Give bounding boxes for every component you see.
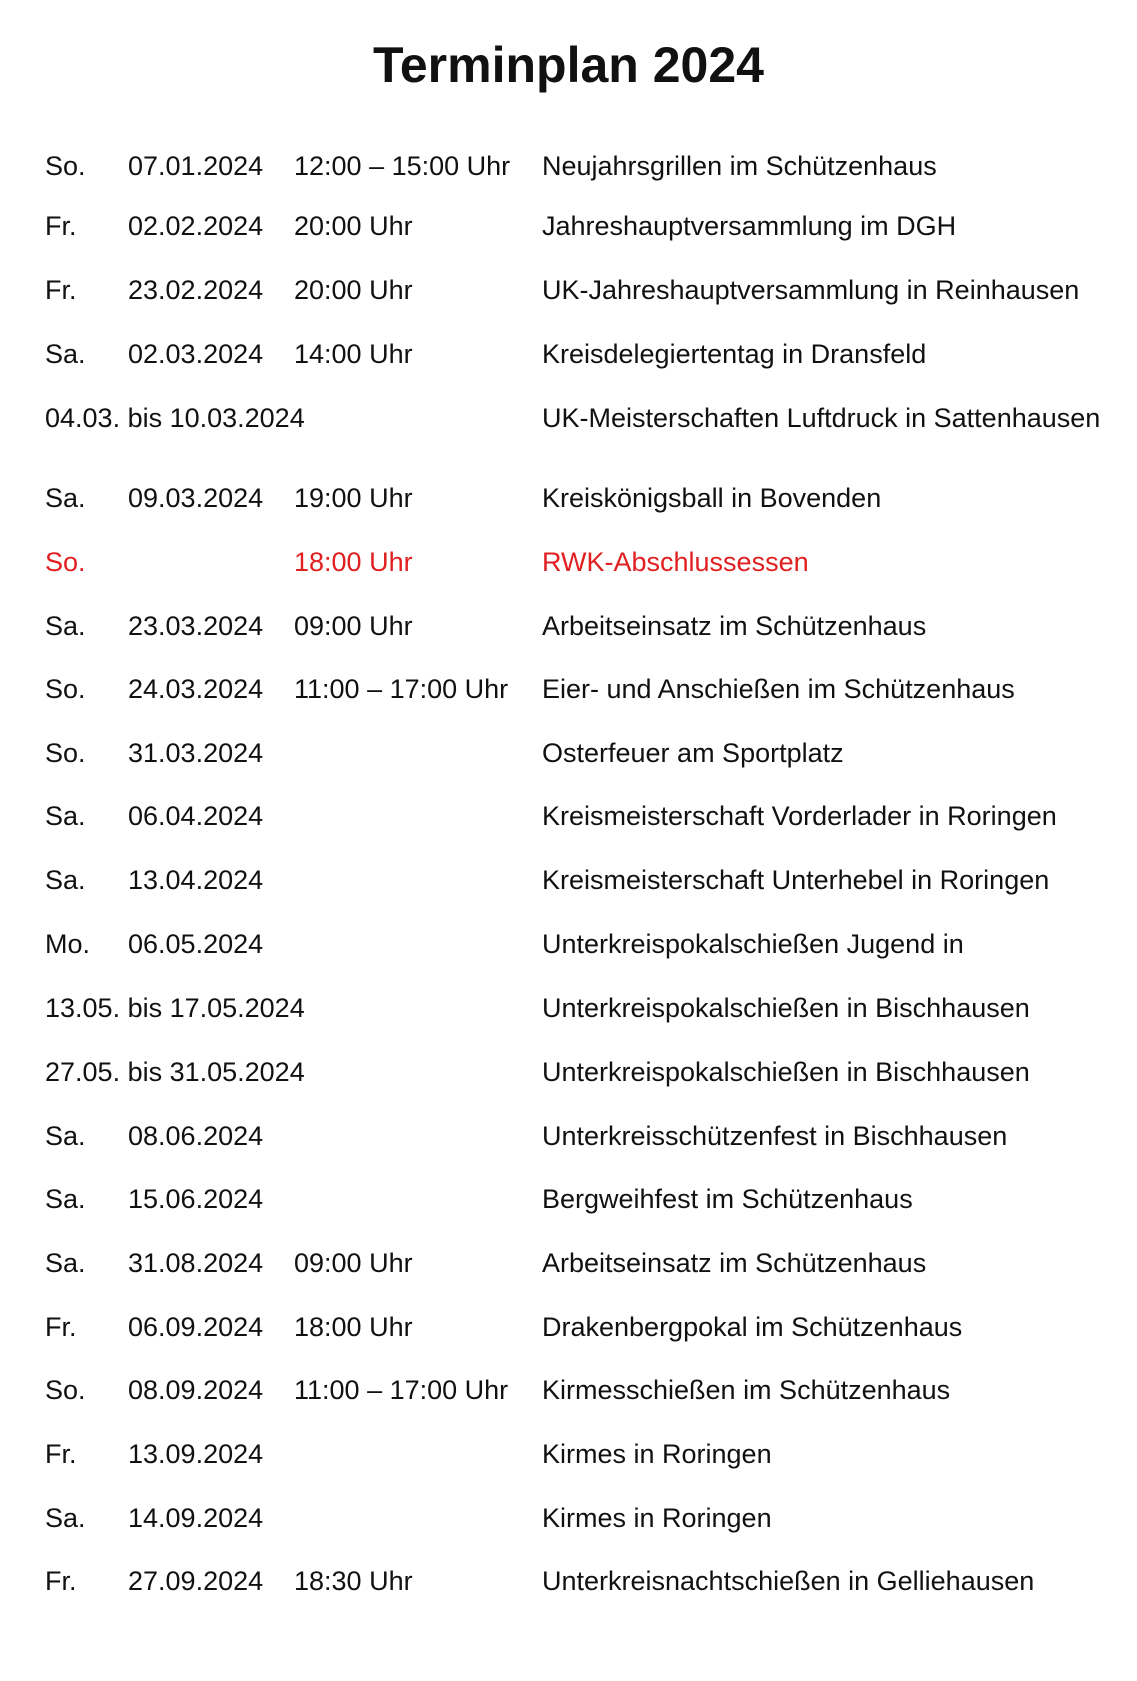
event-date: 31.08.2024	[128, 1248, 264, 1278]
event-day: Fr.	[45, 275, 77, 305]
event-date: 09.03.2024	[128, 483, 264, 513]
event-description: Kreismeisterschaft Unterhebel in Roringen	[542, 865, 1050, 895]
event-day: Sa.	[45, 1121, 86, 1151]
event-time: 09:00 Uhr	[294, 611, 413, 641]
event-date: 13.09.2024	[128, 1439, 264, 1469]
event-day: Sa.	[45, 339, 86, 369]
event-description: Neujahrsgrillen im Schützenhaus	[542, 151, 937, 181]
event-day: So.	[45, 738, 86, 768]
event-description: Unterkreisnachtschießen in Gelliehausen	[542, 1566, 1035, 1596]
page-title: Terminplan 2024	[373, 37, 764, 93]
event-description: Kreismeisterschaft Vorderlader in Roringen	[542, 801, 1057, 831]
event-date: 06.04.2024	[128, 801, 264, 831]
event-time: 18:30 Uhr	[294, 1566, 413, 1596]
event-date: 02.02.2024	[128, 211, 264, 241]
event-date-range: 04.03. bis 10.03.2024	[45, 403, 305, 433]
event-day: Fr.	[45, 1566, 77, 1596]
event-description: Arbeitseinsatz im Schützenhaus	[542, 611, 927, 641]
event-day: Sa.	[45, 1248, 86, 1278]
event-time: 20:00 Uhr	[294, 275, 413, 305]
event-day: Fr.	[45, 1439, 77, 1469]
event-day: Mo.	[45, 929, 91, 959]
event-date: 13.04.2024	[128, 865, 264, 895]
event-description: Kirmes in Roringen	[542, 1439, 772, 1469]
event-date: 23.02.2024	[128, 275, 264, 305]
event-day: Sa.	[45, 483, 86, 513]
event-time: 18:00 Uhr	[294, 1312, 413, 1342]
event-description: Unterkreisschützenfest in Bischhausen	[542, 1121, 1008, 1151]
event-description: UK-Meisterschaften Luftdruck in Sattenhausen	[542, 403, 1101, 433]
event-description: Kirmesschießen im Schützenhaus	[542, 1375, 951, 1405]
event-day: So.	[45, 674, 86, 704]
event-day: Fr.	[45, 1312, 77, 1342]
event-date: 06.05.2024	[128, 929, 264, 959]
event-day: So.	[45, 1375, 86, 1405]
event-time: 18:00 Uhr	[294, 547, 413, 577]
event-description: Unterkreispokalschießen Jugend in	[542, 929, 964, 959]
event-day: So.	[45, 151, 86, 181]
event-description: Eier- und Anschießen im Schützenhaus	[542, 674, 1015, 704]
event-description: Osterfeuer am Sportplatz	[542, 738, 844, 768]
event-description: Kreiskönigsball in Bovenden	[542, 483, 882, 513]
event-date: 06.09.2024	[128, 1312, 264, 1342]
event-date: 31.03.2024	[128, 738, 264, 768]
event-day: Sa.	[45, 1184, 86, 1214]
event-day: Sa.	[45, 865, 86, 895]
event-date: 07.01.2024	[128, 151, 264, 181]
event-date: 27.09.2024	[128, 1566, 264, 1596]
event-date-range: 27.05. bis 31.05.2024	[45, 1057, 305, 1087]
event-description: Kirmes in Roringen	[542, 1503, 772, 1533]
event-description: RWK-Abschlussessen	[542, 547, 809, 577]
event-description: Arbeitseinsatz im Schützenhaus	[542, 1248, 927, 1278]
event-day: Sa.	[45, 611, 86, 641]
event-date: 08.06.2024	[128, 1121, 264, 1151]
event-day: Sa.	[45, 1503, 86, 1533]
event-time: 12:00 – 15:00 Uhr	[294, 151, 511, 181]
event-day: So.	[45, 547, 86, 577]
event-time: 14:00 Uhr	[294, 339, 413, 369]
event-description: Jahreshauptversammlung im DGH	[542, 211, 957, 241]
event-description: Unterkreispokalschießen in Bischhausen	[542, 1057, 1030, 1087]
event-time: 11:00 – 17:00 Uhr	[294, 674, 509, 704]
event-time: 19:00 Uhr	[294, 483, 413, 513]
event-time: 09:00 Uhr	[294, 1248, 413, 1278]
event-day: Fr.	[45, 211, 77, 241]
event-day: Sa.	[45, 801, 86, 831]
event-time: 11:00 – 17:00 Uhr	[294, 1375, 509, 1405]
event-date: 23.03.2024	[128, 611, 264, 641]
event-date: 24.03.2024	[128, 674, 264, 704]
event-description: Bergweihfest im Schützenhaus	[542, 1184, 913, 1214]
event-date-range: 13.05. bis 17.05.2024	[45, 993, 305, 1023]
event-description: Drakenbergpokal im Schützenhaus	[542, 1312, 963, 1342]
event-time: 20:00 Uhr	[294, 211, 413, 241]
event-date: 08.09.2024	[128, 1375, 264, 1405]
event-description: Kreisdelegiertentag in Dransfeld	[542, 339, 927, 369]
event-date: 14.09.2024	[128, 1503, 264, 1533]
event-description: UK-Jahreshauptversammlung in Reinhausen	[542, 275, 1080, 305]
event-date: 15.06.2024	[128, 1184, 264, 1214]
event-description: Unterkreispokalschießen in Bischhausen	[542, 993, 1030, 1023]
event-date: 02.03.2024	[128, 339, 264, 369]
